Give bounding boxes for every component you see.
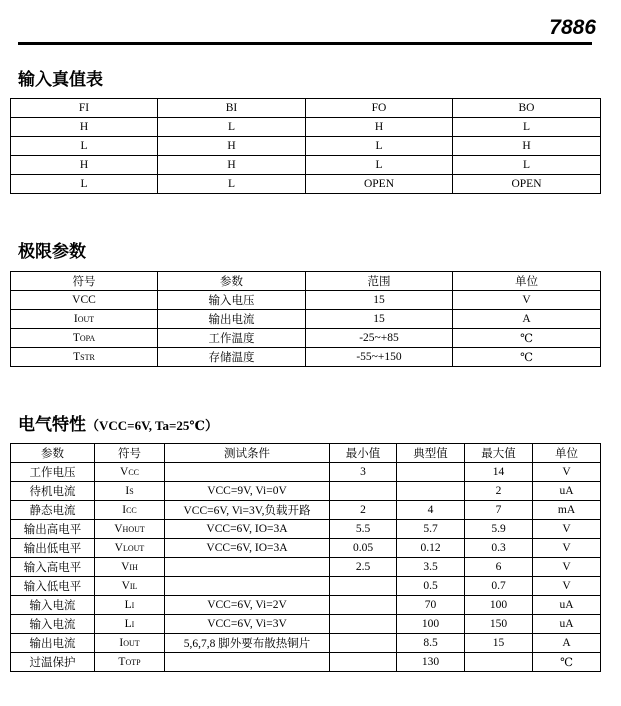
unit-cell: ℃: [533, 653, 601, 672]
table-cell: L: [11, 175, 158, 194]
typ-cell: 3.5: [397, 558, 465, 577]
symbol-subscript: STR: [80, 353, 95, 362]
table-row: [11, 310, 601, 329]
min-cell: 3: [330, 463, 397, 482]
column-header: 单位: [533, 444, 601, 463]
limits-title: 极限参数: [18, 242, 86, 262]
symbol-main: V: [121, 580, 130, 592]
param-cell: 输入电流: [11, 596, 95, 615]
symbol-main: V: [114, 523, 123, 535]
page-header: [14, 14, 596, 46]
unit-cell: ℃: [453, 329, 601, 348]
min-cell: [330, 634, 397, 653]
column-header: 参数: [11, 444, 95, 463]
part-number: 7886: [549, 16, 596, 39]
max-cell: 5.9: [465, 520, 533, 539]
table-cell: L: [158, 175, 306, 194]
max-cell: 150: [465, 615, 533, 634]
max-cell: 2: [465, 482, 533, 501]
typ-cell: 0.12: [397, 539, 465, 558]
column-header: 参数: [158, 272, 306, 291]
table-header-row: [11, 444, 601, 463]
param-cell: 工作温度: [158, 329, 306, 348]
unit-cell: V: [533, 558, 601, 577]
min-cell: [330, 596, 397, 615]
table-cell: L: [453, 118, 601, 137]
symbol-subscript: OUT: [77, 315, 95, 324]
column-header: 范围: [306, 272, 453, 291]
electrical-title-text: 电气特性: [18, 415, 86, 435]
symbol-subscript: CC: [128, 468, 139, 477]
min-cell: [330, 615, 397, 634]
symbol-subscript: I: [131, 620, 135, 629]
symbol-cell: [95, 558, 165, 577]
header-rule: [18, 42, 592, 45]
symbol-cell: [95, 596, 165, 615]
min-cell: [330, 577, 397, 596]
param-cell: 输入电流: [11, 615, 95, 634]
symbol-main: V: [121, 561, 130, 573]
typ-cell: [397, 482, 465, 501]
typ-cell: [397, 463, 465, 482]
column-header: BO: [453, 99, 601, 118]
param-cell: 输出低电平: [11, 539, 95, 558]
symbol-cell: [95, 634, 165, 653]
table-cell: H: [11, 156, 158, 175]
symbol-cell: [95, 482, 165, 501]
table-header-row: [11, 272, 601, 291]
table-row: [11, 329, 601, 348]
electrical-table: [10, 443, 601, 672]
typ-cell: 0.5: [397, 577, 465, 596]
symbol-main: T: [118, 656, 126, 668]
symbol-cell: [95, 463, 165, 482]
table-cell: L: [306, 156, 453, 175]
condition-cell: VCC=9V, Vi=0V: [165, 482, 330, 501]
param-cell: 输入电压: [158, 291, 306, 310]
param-cell: 输入低电平: [11, 577, 95, 596]
max-cell: 0.3: [465, 539, 533, 558]
max-cell: 15: [465, 634, 533, 653]
table-row: [11, 520, 601, 539]
symbol-cell: [95, 615, 165, 634]
table-cell: L: [11, 137, 158, 156]
param-cell: 输出电流: [11, 634, 95, 653]
electrical-conditions: （VCC=6V, Ta=25℃）: [86, 418, 219, 433]
symbol-main: L: [124, 599, 132, 611]
symbol-cell: [11, 310, 158, 329]
table-row: [11, 156, 601, 175]
symbol-main: V: [114, 542, 123, 554]
table-cell: L: [453, 156, 601, 175]
truth-table: [10, 98, 601, 194]
unit-cell: ℃: [453, 348, 601, 367]
column-header: 符号: [11, 272, 158, 291]
symbol-main: V: [120, 466, 129, 478]
table-row: [11, 463, 601, 482]
symbol-subscript: CC: [126, 506, 137, 515]
table-row: [11, 291, 601, 310]
max-cell: 14: [465, 463, 533, 482]
typ-cell: 70: [397, 596, 465, 615]
symbol-main: VCC: [72, 294, 96, 306]
max-cell: [465, 653, 533, 672]
column-header: 单位: [453, 272, 601, 291]
table-cell: L: [306, 137, 453, 156]
symbol-subscript: OTP: [125, 658, 141, 667]
symbol-cell: [95, 539, 165, 558]
unit-cell: mA: [533, 501, 601, 520]
condition-cell: [165, 653, 330, 672]
symbol-cell: [11, 348, 158, 367]
max-cell: 6: [465, 558, 533, 577]
range-cell: 15: [306, 291, 453, 310]
unit-cell: V: [533, 539, 601, 558]
column-header: FI: [11, 99, 158, 118]
condition-cell: VCC=6V, IO=3A: [165, 520, 330, 539]
condition-cell: [165, 577, 330, 596]
range-cell: 15: [306, 310, 453, 329]
max-cell: 7: [465, 501, 533, 520]
electrical-title: [18, 414, 218, 437]
min-cell: 2: [330, 501, 397, 520]
param-cell: 工作电压: [11, 463, 95, 482]
typ-cell: 5.7: [397, 520, 465, 539]
unit-cell: V: [533, 520, 601, 539]
symbol-main: T: [73, 351, 81, 363]
table-cell: H: [11, 118, 158, 137]
symbol-main: I: [73, 313, 78, 325]
condition-cell: VCC=6V, IO=3A: [165, 539, 330, 558]
condition-cell: 5,6,7,8 脚外要布散热铜片: [165, 634, 330, 653]
range-cell: -25~+85: [306, 329, 453, 348]
param-cell: 存储温度: [158, 348, 306, 367]
symbol-main: I: [119, 637, 124, 649]
unit-cell: A: [453, 310, 601, 329]
max-cell: 100: [465, 596, 533, 615]
symbol-subscript: IH: [129, 563, 138, 572]
condition-cell: [165, 558, 330, 577]
param-cell: 输出高电平: [11, 520, 95, 539]
min-cell: [330, 653, 397, 672]
truth-table-title: 输入真值表: [18, 70, 103, 90]
unit-cell: uA: [533, 615, 601, 634]
min-cell: 0.05: [330, 539, 397, 558]
unit-cell: uA: [533, 596, 601, 615]
table-row: [11, 577, 601, 596]
symbol-cell: [11, 329, 158, 348]
param-cell: 输入高电平: [11, 558, 95, 577]
symbol-cell: [95, 520, 165, 539]
symbol-subscript: HOUT: [122, 525, 145, 534]
column-header: BI: [158, 99, 306, 118]
param-cell: 待机电流: [11, 482, 95, 501]
table-row: [11, 539, 601, 558]
table-cell: OPEN: [453, 175, 601, 194]
min-cell: 2.5: [330, 558, 397, 577]
unit-cell: A: [533, 634, 601, 653]
table-row: [11, 118, 601, 137]
condition-cell: VCC=6V, Vi=3V: [165, 615, 330, 634]
table-cell: H: [306, 118, 453, 137]
symbol-main: L: [124, 618, 132, 630]
param-cell: 过温保护: [11, 653, 95, 672]
table-row: [11, 348, 601, 367]
typ-cell: 130: [397, 653, 465, 672]
column-header: 典型值: [397, 444, 465, 463]
table-row: [11, 596, 601, 615]
symbol-subscript: I: [131, 601, 135, 610]
condition-cell: [165, 463, 330, 482]
min-cell: [330, 482, 397, 501]
symbol-main: I: [125, 485, 130, 497]
symbol-subscript: OUT: [123, 639, 140, 648]
param-cell: 输出电流: [158, 310, 306, 329]
symbol-main: I: [122, 504, 127, 516]
unit-cell: uA: [533, 482, 601, 501]
symbol-main: T: [72, 332, 80, 344]
table-cell: H: [158, 156, 306, 175]
table-cell: H: [453, 137, 601, 156]
table-row: [11, 653, 601, 672]
typ-cell: 4: [397, 501, 465, 520]
unit-cell: V: [533, 577, 601, 596]
table-row: [11, 482, 601, 501]
table-cell: L: [158, 118, 306, 137]
symbol-cell: [11, 291, 158, 310]
range-cell: -55~+150: [306, 348, 453, 367]
table-header-row: [11, 99, 601, 118]
symbol-cell: [95, 501, 165, 520]
param-cell: 静态电流: [11, 501, 95, 520]
max-cell: 0.7: [465, 577, 533, 596]
condition-cell: VCC=6V, Vi=2V: [165, 596, 330, 615]
typ-cell: 100: [397, 615, 465, 634]
symbol-subscript: OPA: [79, 334, 96, 343]
table-row: [11, 137, 601, 156]
table-row: [11, 615, 601, 634]
table-row: [11, 175, 601, 194]
table-cell: H: [158, 137, 306, 156]
column-header: 测试条件: [165, 444, 330, 463]
symbol-cell: [95, 653, 165, 672]
symbol-cell: [95, 577, 165, 596]
column-header: 最大值: [465, 444, 533, 463]
table-row: [11, 501, 601, 520]
typ-cell: 8.5: [397, 634, 465, 653]
symbol-subscript: LOUT: [122, 544, 145, 553]
limits-table: [10, 271, 601, 367]
column-header: 最小值: [330, 444, 397, 463]
table-row: [11, 634, 601, 653]
table-row: [11, 558, 601, 577]
condition-cell: VCC=6V, Vi=3V,负载开路: [165, 501, 330, 520]
unit-cell: V: [453, 291, 601, 310]
unit-cell: V: [533, 463, 601, 482]
symbol-subscript: IL: [129, 582, 138, 591]
table-cell: OPEN: [306, 175, 453, 194]
min-cell: 5.5: [330, 520, 397, 539]
symbol-subscript: S: [129, 487, 134, 496]
column-header: 符号: [95, 444, 165, 463]
column-header: FO: [306, 99, 453, 118]
